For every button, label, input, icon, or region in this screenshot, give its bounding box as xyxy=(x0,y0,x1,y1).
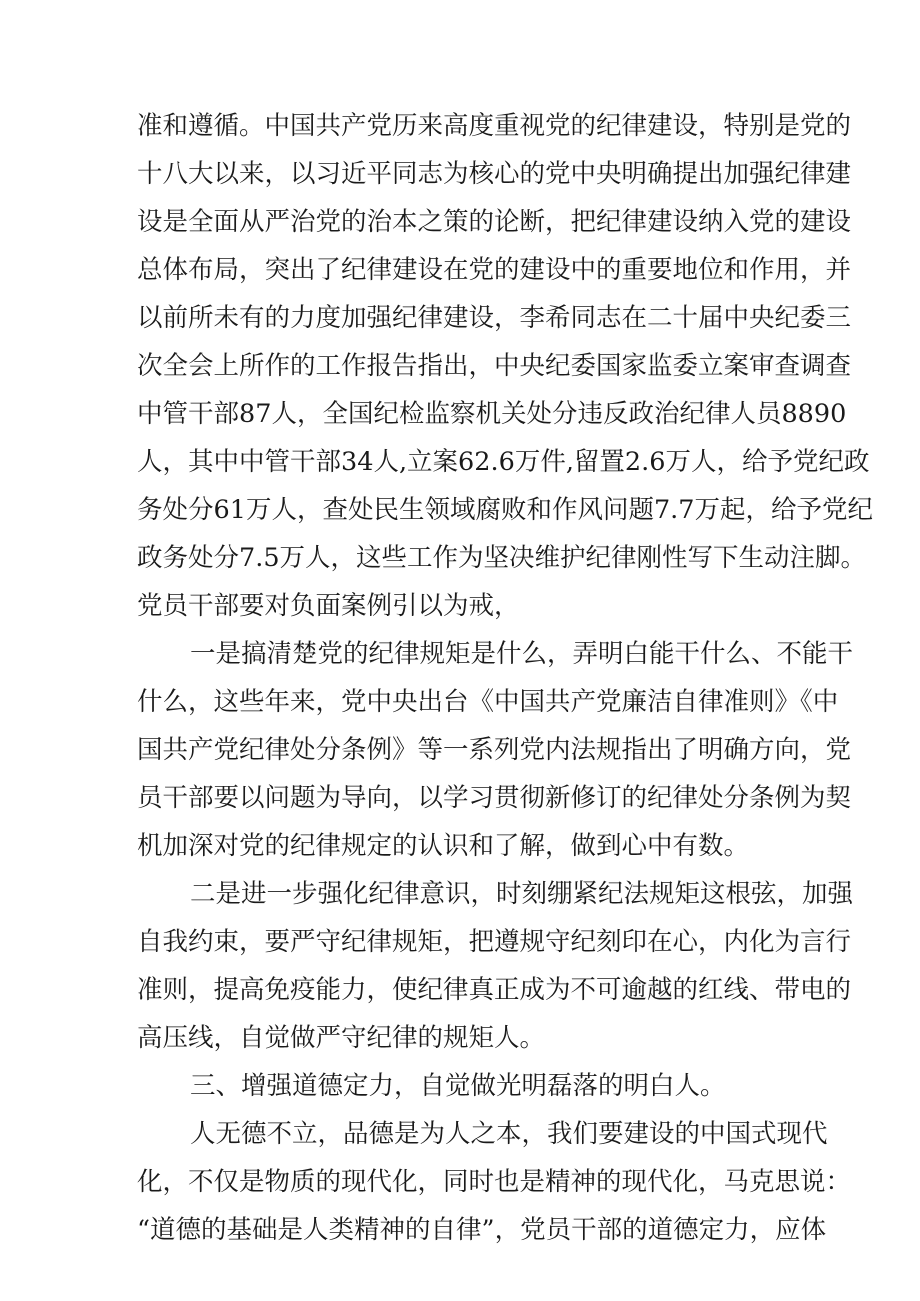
paragraph-first-line: 一是搞清楚党的纪律规矩是什么，弄明白能干什么、不能干 xyxy=(190,639,854,669)
text-line: 什么，这些年来，党中央出台《中国共产党廉洁自律准则》《中 xyxy=(137,687,839,717)
text-line: 人，其中中管干部34人,立案62.6万件,留置2.6万人，给予党纪政 xyxy=(137,447,870,477)
text-line: 总体布局，突出了纪律建设在党的建设中的重要地位和作用，并 xyxy=(137,255,852,285)
text-line: 十八大以来，以习近平同志为核心的党中央明确提出加强纪律建 xyxy=(137,159,852,189)
text-line: 机加深对党的纪律规定的认识和了解，做到心中有数。 xyxy=(137,831,750,861)
text-line: 中管干部87人，全国纪检监察机关处分违反政治纪律人员8890 xyxy=(137,399,847,429)
text-line: 化，不仅是物质的现代化，同时也是精神的现代化，马克思说： xyxy=(137,1167,852,1197)
text-line: 高压线，自觉做严守纪律的规矩人。 xyxy=(137,1023,546,1053)
text-line: 准和遵循。中国共产党历来高度重视党的纪律建设，特别是党的 xyxy=(137,111,852,141)
text-line: 政务处分7.5万人，这些工作为坚决维护纪律刚性写下生动注脚。 xyxy=(137,543,867,573)
text-line: 次全会上所作的工作报告指出，中央纪委国家监委立案审查调查 xyxy=(137,351,852,381)
paragraph-first-line: 二是进一步强化纪律意识，时刻绷紧纪法规矩这根弦，加强 xyxy=(190,879,854,909)
text-line: 员干部要以问题为导向，以学习贯彻新修订的纪律处分条例为契 xyxy=(137,783,852,813)
section-heading: 三、增强道德定力，自觉做光明磊落的明白人。 xyxy=(190,1071,726,1101)
text-line: 以前所未有的力度加强纪律建设，李希同志在二十届中央纪委三 xyxy=(137,303,852,333)
text-line: 国共产党纪律处分条例》等一系列党内法规指出了明确方向，党 xyxy=(137,735,852,765)
text-line: 设是全面从严治党的治本之策的论断，把纪律建设纳入党的建设 xyxy=(137,207,852,237)
text-line: 准则，提高免疫能力，使纪律真正成为不可逾越的红线、带电的 xyxy=(137,975,852,1005)
text-line: 务处分61万人，查处民生领域腐败和作风问题7.7万起，给予党纪 xyxy=(137,495,874,525)
text-line: “道德的基础是人类精神的自律”，党员干部的道德定力，应体 xyxy=(137,1215,827,1245)
paragraph-first-line: 人无德不立，品德是为人之本，我们要建设的中国式现代 xyxy=(190,1119,828,1149)
text-line: 自我约束，要严守纪律规矩，把遵规守纪刻印在心，内化为言行 xyxy=(137,927,852,957)
text-line: 党员干部要对负面案例引以为戒， xyxy=(137,591,520,621)
